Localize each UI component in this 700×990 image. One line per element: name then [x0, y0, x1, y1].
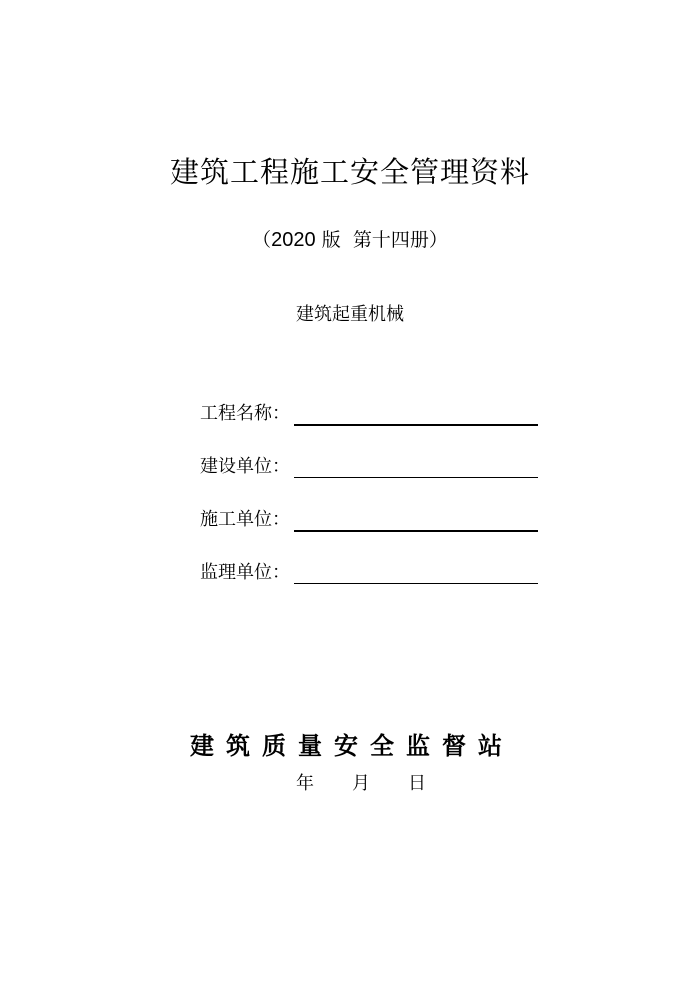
- field-supervision-unit: [200, 559, 540, 612]
- field-construction-unit: [200, 506, 540, 559]
- field-client-unit: [200, 453, 540, 506]
- edition-volume: 第十四册: [352, 229, 429, 251]
- field-blank-line[interactable]: [294, 530, 538, 532]
- info-fields: [200, 400, 540, 612]
- document-subject: 建筑起重机械: [296, 304, 404, 325]
- document-title: 建筑工程施工安全管理资料: [169, 155, 530, 189]
- field-blank-line[interactable]: [294, 424, 538, 426]
- field-label: 监理单位：: [200, 562, 290, 583]
- edition-version-word: 版: [321, 229, 341, 251]
- field-blank-line[interactable]: [294, 477, 538, 478]
- date-line: [296, 770, 426, 798]
- field-label: 工程名称：: [200, 403, 290, 424]
- edition-open-paren: （: [252, 229, 272, 251]
- date-day-label: 日: [408, 773, 426, 794]
- edition-close-paren: ）: [428, 229, 448, 251]
- edition-line: [0, 226, 700, 254]
- field-label: 施工单位：: [200, 509, 290, 530]
- field-blank-line[interactable]: [294, 583, 538, 584]
- field-project-name: [200, 400, 540, 453]
- edition-year: 2020: [271, 229, 316, 251]
- supervision-station: 建筑质量安全监督站: [190, 731, 514, 760]
- field-label: 建设单位：: [200, 456, 290, 477]
- date-month-label: 月: [352, 773, 370, 794]
- date-year-label: 年: [296, 773, 314, 794]
